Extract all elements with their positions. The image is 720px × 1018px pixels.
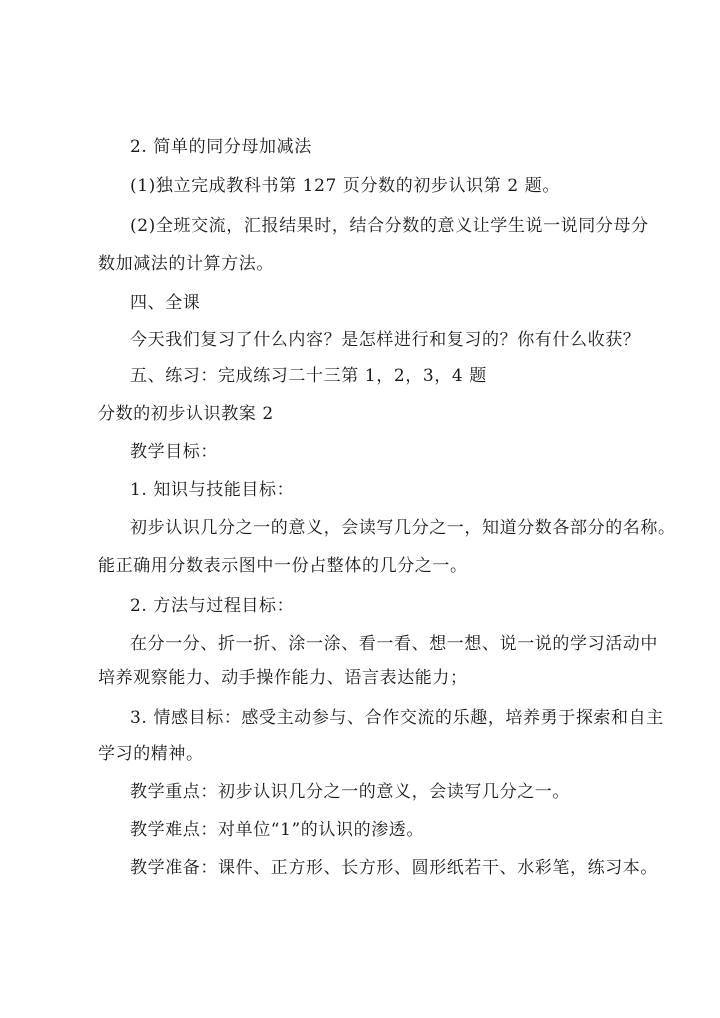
paragraph-line: 培养观察能力、动手操作能力、语言表达能力； [98,668,468,688]
section-heading-objectives: 教学目标： [130,442,218,462]
subheading-method: 2. 方法与过程目标： [130,596,295,616]
paragraph-line: 今天我们复习了什么内容？是怎样进行和复习的？你有什么收获？ [130,330,641,350]
section-heading-same-denominator: 2. 简单的同分母加减法 [130,137,312,157]
difficulty-line: 教学难点：对单位“1”的认识的渗透。 [130,820,424,840]
paragraph-line: 在分一分、折一折、涂一涂、看一看、想一想、说一说的学习活动中 [130,634,658,654]
paragraph-line: 学习的精神。 [98,744,204,764]
document-title: 分数的初步认识教案 2 [98,404,274,424]
paragraph-line: 初步认识几分之一的意义，会读写几分之一，知道分数各部分的名称。 [130,518,676,538]
subheading-knowledge: 1. 知识与技能目标： [130,480,295,500]
key-point-line: 教学重点：初步认识几分之一的意义，会读写几分之一。 [130,782,570,802]
paragraph-line: (2)全班交流，汇报结果时，结合分数的意义让学生说一说同分母分 [130,216,649,236]
subheading-emotion: 3. 情感目标：感受主动参与、合作交流的乐趣，培养勇于探索和自主 [130,708,664,728]
paragraph-line: (1)独立完成教科书第 127 页分数的初步认识第 2 题。 [130,176,560,196]
section-heading-exercise: 五、练习：完成练习二十三第 1，2，3，4 题 [130,366,487,386]
paragraph-line: 数加减法的计算方法。 [98,254,274,274]
section-heading-summary: 四、全课 [130,293,201,313]
paragraph-line: 能正确用分数表示图中一份占整体的几分之一。 [98,556,468,576]
preparation-line: 教学准备：课件、正方形、长方形、圆形纸若干、水彩笔，练习本。 [130,858,658,878]
